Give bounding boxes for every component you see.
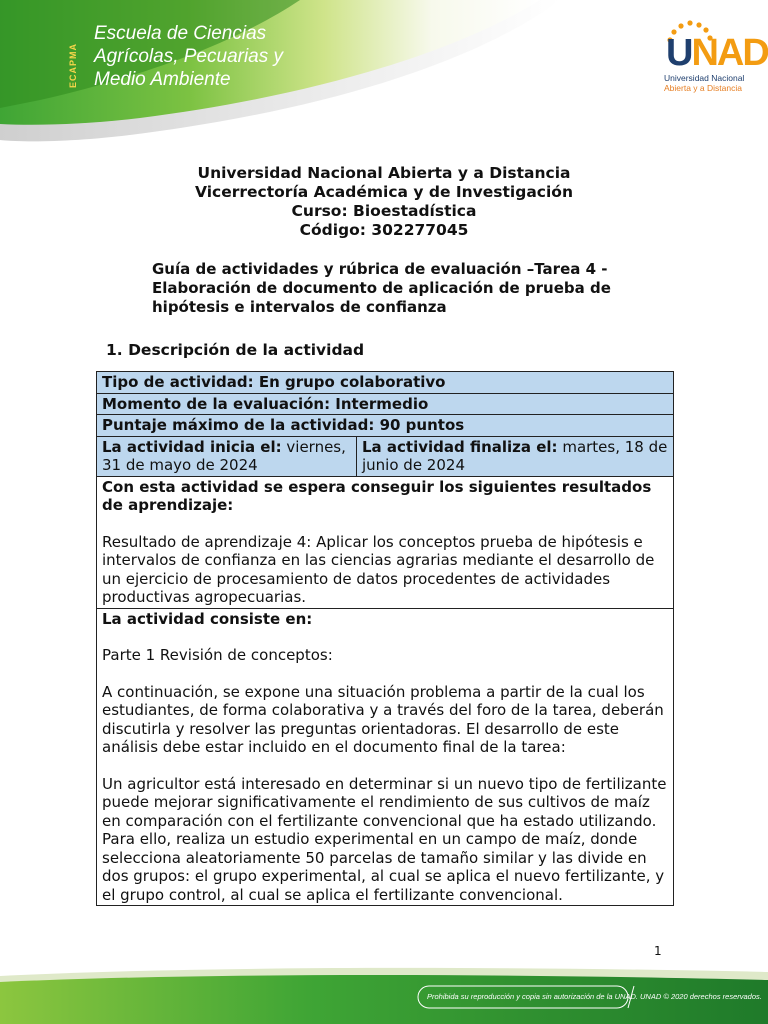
description-paragraph: A continuación, se expone una situación problema a partir de la cual los estudiantes, de forma colaborativa y a través del foro de la tarea, deberán discutirla y resolver las preguntas orientadoras. El desarrollo de este análisis debe estar incluido en el documento final de la tarea:: [102, 682, 664, 756]
max-score-cell: Puntaje máximo de la actividad: 90 puntos: [97, 415, 674, 437]
activity-table: [96, 371, 674, 906]
guide-title-line: Guía de actividades y rúbrica de evaluación –Tarea 4 -: [152, 260, 608, 278]
logo-u: U: [666, 32, 692, 74]
page-number: 1: [654, 944, 662, 958]
activity-description-cell: [97, 608, 674, 906]
table-row: [97, 608, 674, 906]
start-date-label: La actividad inicia el:: [102, 437, 282, 456]
evaluation-moment-cell: Momento de la evaluación: Intermedio: [97, 393, 674, 415]
document-title: [0, 164, 768, 240]
consists-heading: La actividad consiste en:: [102, 609, 313, 628]
logo-nad: NAD: [691, 32, 768, 74]
part1-heading: Parte 1 Revisión de conceptos:: [102, 646, 333, 664]
ecapma-label: ECAPMA: [68, 42, 78, 88]
rights-notice: UNAD © 2020 derechos reservados.: [640, 992, 762, 1001]
section-heading: 1. Descripción de la actividad: [106, 341, 365, 359]
table-row: [97, 372, 674, 394]
logo-wordmark: [666, 32, 768, 75]
table-row: [97, 436, 674, 476]
end-date-label: La actividad finaliza el:: [362, 437, 558, 456]
guide-title-line: Elaboración de documento de aplicación de prueba de: [152, 279, 611, 297]
description-paragraph: Un agricultor está interesado en determinar si un nuevo tipo de fertilizante puede mejorar significativamente el rendimiento de sus cultivos de maíz en comparación con el fertilizante convencional que ha estado utilizando. Para ello, realiza un estudio experimental en un campo de maíz, donde selecciona aleatoriamente 50 parcelas de tamaño similar y las divide en dos grupos: el grupo experimental, al cual se aplica el nuevo fertilizante, y el grupo control, al cual se aplica el fertilizante convencional.: [102, 774, 667, 904]
table-row: [97, 476, 674, 608]
start-date-value: viernes, 31 de mayo de 2024: [102, 437, 346, 474]
school-line: Agrícolas, Pecuarias y: [94, 46, 284, 67]
outcomes-heading: Con esta actividad se espera conseguir los siguientes resultados de aprendizaje:: [102, 477, 652, 514]
start-date-cell: [97, 436, 357, 476]
school-line: Escuela de Ciencias: [94, 23, 267, 44]
logo-subtitle: Abierta y a Distancia: [664, 83, 742, 93]
table-row: [97, 393, 674, 415]
title-line: Curso: Bioestadística: [291, 202, 477, 220]
title-line: Código: 302277045: [299, 221, 469, 239]
outcomes-text: Resultado de aprendizaje 4: Aplicar los conceptos prueba de hipótesis e intervalos de confianza en las ciencias agrarias mediante el desarrollo de un ejercicio de procesamiento de datos procedentes de actividades productivas agropecuarias.: [102, 532, 655, 606]
end-date-value: martes, 18 de junio de 2024: [362, 437, 668, 474]
end-date-cell: [357, 436, 674, 476]
school-line: Medio Ambiente: [94, 69, 231, 90]
logo-subtitle: Universidad Nacional: [664, 73, 745, 83]
learning-outcomes-cell: [97, 476, 674, 608]
school-name: [94, 22, 283, 91]
guide-title-line: hipótesis e intervalos de confianza: [152, 298, 447, 316]
activity-type-cell: Tipo de actividad: En grupo colaborativo: [97, 372, 674, 394]
copyright-notice: Prohibida su reproducción y copia sin autorización de la UNAD.: [427, 992, 638, 1001]
guide-title: [152, 260, 632, 317]
table-row: [97, 415, 674, 437]
title-line: Universidad Nacional Abierta y a Distancia: [197, 164, 571, 182]
unad-logo: [660, 18, 768, 98]
title-line: Vicerrectoría Académica y de Investigación: [195, 183, 573, 201]
